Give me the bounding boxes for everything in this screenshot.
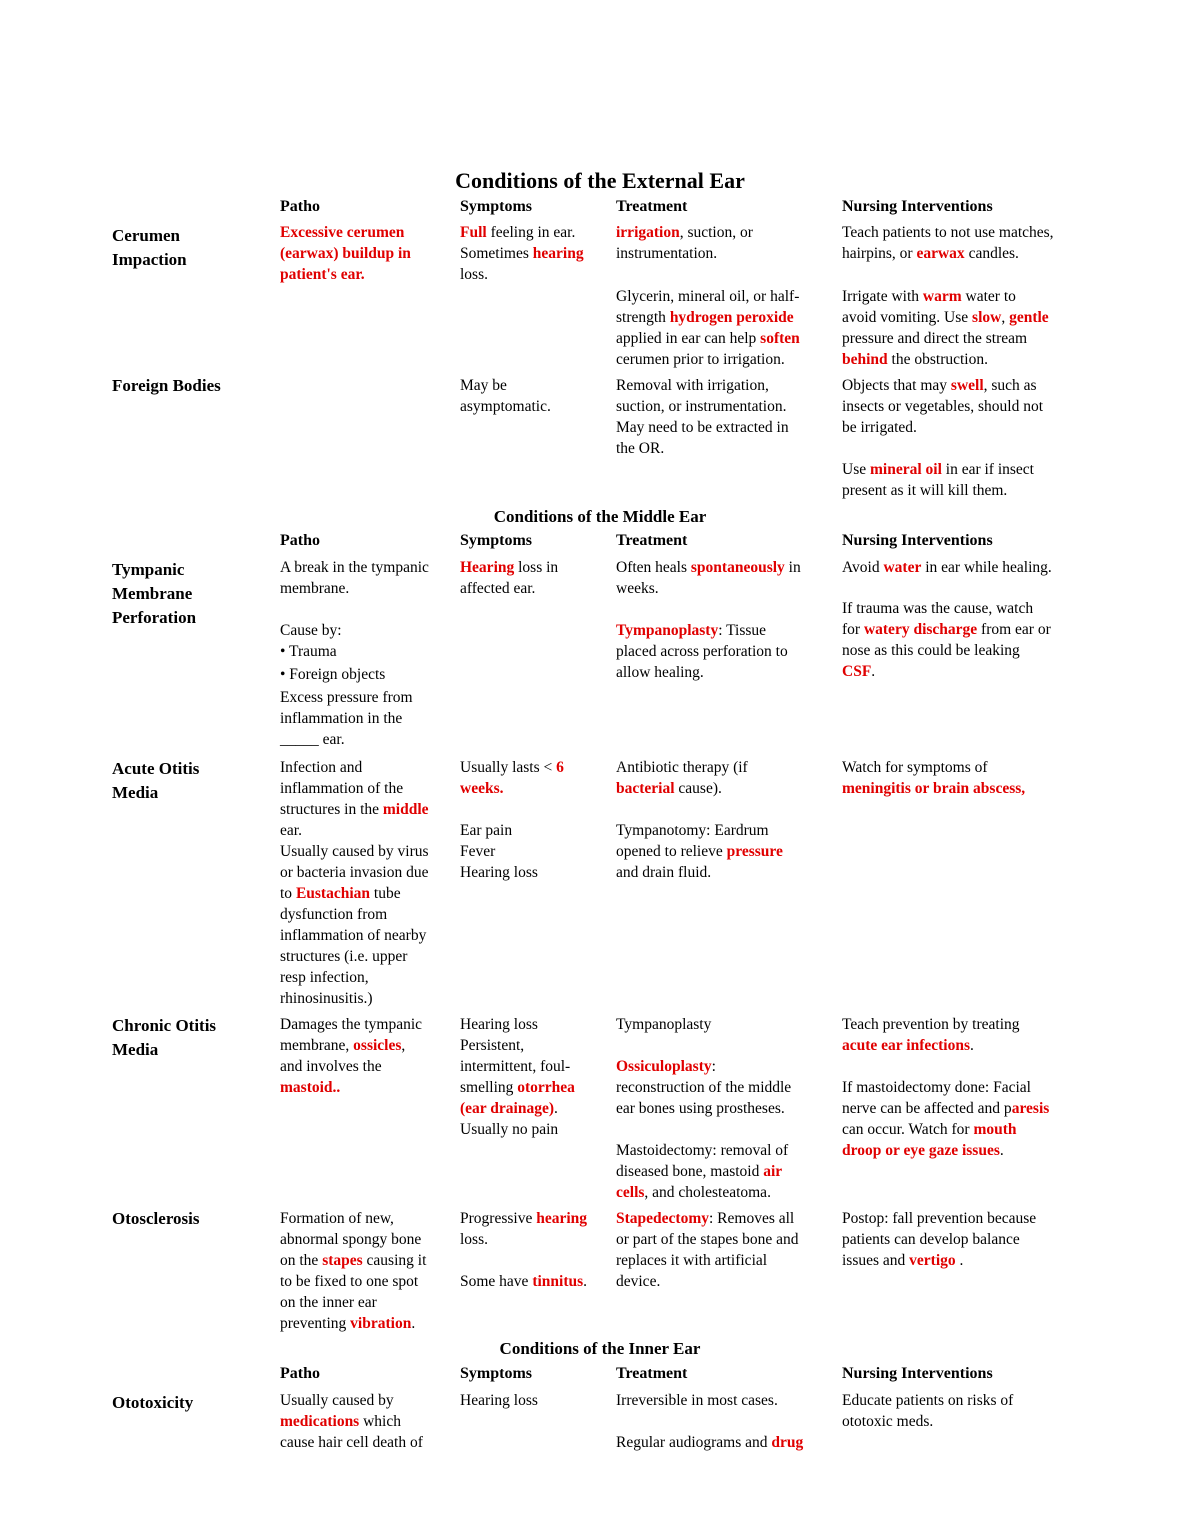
- cell-text: to be fixed to one spot: [280, 1273, 419, 1290]
- header-symptoms: Symptoms: [460, 198, 533, 215]
- cell-text: Watch for symptoms of: [842, 759, 988, 776]
- header-treatment: Treatment: [616, 198, 688, 215]
- chronic-treatment: [616, 1014, 838, 1035]
- chronic-patho: [280, 1014, 456, 1098]
- cerumen-treatment: [616, 222, 838, 264]
- cell-text: the obstruction.: [887, 351, 988, 368]
- cell-text: avoid vomiting. Use: [842, 309, 973, 326]
- cell-text: strength: [616, 309, 670, 326]
- cell-text: Removal with irrigation,: [616, 377, 769, 394]
- cell-text: structures in the: [280, 801, 383, 818]
- highlight-text: slow: [972, 309, 1002, 326]
- cell-text: Formation of new,: [280, 1210, 394, 1227]
- cell-text: Persistent,: [460, 1037, 525, 1054]
- cell-text: Ear pain: [460, 822, 513, 839]
- cell-text: tube: [370, 885, 401, 902]
- cell-text: If trauma was the cause, watch: [842, 600, 1034, 617]
- cell-text: abnormal spongy bone: [280, 1231, 422, 1248]
- condition-name-line: Impaction: [112, 250, 187, 269]
- cell-text: membrane,: [280, 1037, 354, 1054]
- otosclerosis-nursing: [842, 1208, 1092, 1271]
- highlight-text: soften: [760, 330, 800, 347]
- cell-text: inflammation of the: [280, 780, 404, 797]
- cell-text: for: [842, 621, 864, 638]
- cell-text: Glycerin, mineral oil, or half-: [616, 288, 800, 305]
- cell-text: ,: [401, 1037, 406, 1054]
- cell-text: on the: [280, 1252, 323, 1269]
- header-symptoms: Symptoms: [460, 1365, 533, 1382]
- cell-text: Tympanotomy: Eardrum: [616, 822, 769, 839]
- highlight-text: drug: [771, 1434, 804, 1451]
- cerumen-nursing: [842, 222, 1092, 264]
- highlight-text: watery discharge: [863, 621, 978, 638]
- cell-text: allow healing.: [616, 664, 704, 681]
- highlight-text: swell: [950, 377, 984, 394]
- cell-text: replaces it with artificial: [616, 1252, 768, 1269]
- cell-text: Use: [842, 461, 870, 478]
- cell-text: Cause by:: [280, 622, 342, 639]
- cell-text: Avoid: [842, 559, 884, 576]
- highlight-text: Eustachian: [295, 885, 371, 902]
- highlight-text: hearing: [536, 1210, 588, 1227]
- cell-text: .: [955, 1252, 964, 1269]
- highlight-text: (ear drainage): [460, 1100, 554, 1117]
- tympanic-symptoms: [460, 557, 612, 599]
- cell-text: diseased bone, mastoid: [616, 1163, 764, 1180]
- cell-text: .: [970, 1037, 974, 1054]
- highlight-text: medications: [280, 1413, 360, 1430]
- cell-text: present as it will kill them.: [842, 482, 1008, 499]
- highlight-text: hearing: [532, 245, 584, 262]
- cell-text: ,: [1001, 309, 1010, 326]
- foreign-nursing: [842, 375, 1092, 438]
- cell-text: instrumentation.: [616, 245, 718, 262]
- highlight-text: droop or eye gaze issues: [842, 1142, 1000, 1159]
- cell-text: or part of the stapes bone and: [616, 1231, 799, 1248]
- list-item: • Trauma: [280, 643, 337, 660]
- cell-text: Usually lasts <: [460, 759, 557, 776]
- cell-text: Tympanoplasty: [616, 1016, 712, 1033]
- otosclerosis-symptoms-2: [460, 1271, 612, 1292]
- cell-text: .: [553, 1100, 558, 1117]
- highlight-text: Ossiculoplasty: [616, 1058, 712, 1075]
- highlight-text: spontaneously: [690, 559, 785, 576]
- highlight-text: (earwax) buildup in: [280, 245, 411, 262]
- cell-text: .: [411, 1315, 416, 1332]
- cell-text: Excess pressure from: [280, 689, 413, 706]
- cell-text: and drain fluid.: [616, 864, 712, 881]
- cell-text: can occur. Watch for: [842, 1121, 974, 1138]
- highlight-text: ..: [332, 1079, 341, 1096]
- cell-text: resp infection,: [280, 969, 369, 986]
- cell-text: May be: [460, 377, 507, 394]
- highlight-text: Stapedectomy: [616, 1210, 709, 1227]
- cell-text: Often heals: [616, 559, 691, 576]
- acute-nursing: [842, 757, 1092, 799]
- cell-text: Usually caused by: [280, 1392, 394, 1409]
- highlight-text: warm: [922, 288, 962, 305]
- condition-name-line: Media: [112, 1040, 159, 1059]
- chronic-nursing-2: [842, 1077, 1092, 1161]
- cell-text: ototoxic meds.: [842, 1413, 934, 1430]
- header-nursing: Nursing Interventions: [842, 1365, 993, 1382]
- cell-text: Objects that may: [842, 377, 951, 394]
- cell-text: Damages the tympanic: [280, 1016, 423, 1033]
- condition-name-line: Ototoxicity: [112, 1393, 194, 1412]
- condition-tympanic-membrane-perforation: [112, 558, 272, 630]
- cell-text: Educate patients on risks of: [842, 1392, 1014, 1409]
- cell-text: Antibiotic therapy (if: [616, 759, 748, 776]
- highlight-text: mineral oil: [869, 461, 942, 478]
- header-nursing: Nursing Interventions: [842, 198, 993, 215]
- header-patho: Patho: [280, 198, 320, 215]
- cell-text: device.: [616, 1273, 661, 1290]
- cell-text: .: [583, 1273, 588, 1290]
- cell-text: nose as this could be leaking: [842, 642, 1020, 659]
- cell-text: Regular audiograms and: [616, 1434, 772, 1451]
- title-middle-ear: Conditions of the Middle Ear: [493, 507, 707, 526]
- cell-text: the OR.: [616, 440, 665, 457]
- condition-name-line: Membrane: [112, 584, 193, 603]
- cell-text: cerumen prior to irrigation.: [616, 351, 785, 368]
- cell-text: preventing: [280, 1315, 351, 1332]
- highlight-text: Excessive cerumen: [280, 224, 405, 241]
- cell-text: Usually caused by virus: [280, 843, 429, 860]
- highlight-text: weeks.: [460, 780, 504, 797]
- condition-cerumen-impaction: [112, 224, 272, 272]
- cell-text: pressure and direct the stream: [842, 330, 1028, 347]
- cell-text: ear.: [280, 822, 302, 839]
- cell-text: Usually no pain: [460, 1121, 559, 1138]
- title-external-ear: Conditions of the External Ear: [455, 168, 745, 193]
- cell-text: : Removes all: [709, 1210, 795, 1227]
- cell-text: rhinosinusitis.): [280, 990, 373, 1007]
- cell-text: cause).: [674, 780, 722, 797]
- cell-text: Teach prevention by treating: [842, 1016, 1020, 1033]
- cell-text: intermittent, foul-: [460, 1058, 571, 1075]
- highlight-text: tinnitus: [532, 1273, 584, 1290]
- acute-patho: [280, 757, 456, 1009]
- cell-text: or bacteria invasion due: [280, 864, 429, 881]
- acute-symptoms: [460, 757, 612, 799]
- cell-text: membrane.: [280, 580, 350, 597]
- cell-text: structures (i.e. upper: [280, 948, 408, 965]
- otosclerosis-patho: [280, 1208, 456, 1334]
- otosclerosis-symptoms: [460, 1208, 612, 1250]
- chronic-treatment-2: [616, 1056, 838, 1119]
- acute-symptoms-2: [460, 820, 612, 883]
- cell-text: candles.: [964, 245, 1019, 262]
- condition-acute-otitis-media: [112, 757, 272, 805]
- highlight-text: ossicles: [353, 1037, 402, 1054]
- cell-text: which: [359, 1413, 401, 1430]
- highlight-text: cells: [616, 1184, 645, 1201]
- highlight-text: stapes: [322, 1252, 363, 1269]
- cell-text: loss in: [514, 559, 559, 576]
- cell-text: water to: [961, 288, 1016, 305]
- highlight-text: gentle: [1009, 309, 1049, 326]
- title-inner-ear: Conditions of the Inner Ear: [499, 1339, 701, 1358]
- condition-name-line: Tympanic: [112, 560, 185, 579]
- cell-text: applied in ear can help: [616, 330, 761, 347]
- cell-text: Postop: fall prevention because: [842, 1210, 1037, 1227]
- cell-text: cause hair cell death of: [280, 1434, 423, 1451]
- condition-name-line: Chronic Otitis: [112, 1016, 217, 1035]
- cell-text: patients can develop balance: [842, 1231, 1020, 1248]
- cerumen-nursing-2: [842, 286, 1092, 370]
- cell-text: on the inner ear: [280, 1294, 377, 1311]
- highlight-text: middle: [382, 801, 429, 818]
- cell-text: Sometimes: [460, 245, 533, 262]
- highlight-text: meningitis or brain abscess,: [842, 780, 1026, 797]
- cell-text: Some have: [460, 1273, 533, 1290]
- ototoxicity-nursing: [842, 1390, 1092, 1432]
- chronic-nursing: [842, 1014, 1092, 1056]
- cell-text: insects or vegetables, should not: [842, 398, 1044, 415]
- cell-text: , suction, or: [679, 224, 753, 241]
- ototoxicity-patho: [280, 1390, 456, 1453]
- foreign-symptoms: [460, 375, 612, 417]
- header-treatment: Treatment: [616, 1365, 688, 1382]
- cell-text: opened to relieve: [616, 843, 727, 860]
- ototoxicity-treatment-2: [616, 1432, 838, 1453]
- tympanic-treatment: [616, 557, 838, 599]
- cell-text: issues and: [842, 1252, 910, 1269]
- condition-name-line: Media: [112, 783, 159, 802]
- ototoxicity-symptoms: [460, 1390, 612, 1411]
- highlight-text: earwax: [916, 245, 965, 262]
- highlight-text: mastoid: [280, 1079, 333, 1096]
- highlight-text: Full: [460, 224, 487, 241]
- cell-text: Progressive: [460, 1210, 537, 1227]
- cerumen-treatment-2: [616, 286, 838, 370]
- highlight-text: otorrhea: [517, 1079, 575, 1096]
- cell-text: Irreversible in most cases.: [616, 1392, 778, 1409]
- cell-text: .: [999, 1142, 1004, 1159]
- cell-text: loss.: [460, 266, 488, 283]
- cell-text: Irrigate with: [842, 288, 923, 305]
- cell-text: :: [711, 1058, 716, 1075]
- cell-text: May need to be extracted in: [616, 419, 789, 436]
- highlight-text: 6: [556, 759, 564, 776]
- condition-name-line: Foreign Bodies: [112, 376, 221, 395]
- tympanic-patho-causes: [280, 620, 456, 750]
- highlight-text: irrigation: [616, 224, 680, 241]
- cell-text: reconstruction of the middle: [616, 1079, 792, 1096]
- list-item: • Foreign objects: [280, 666, 386, 683]
- cell-text: weeks.: [616, 580, 659, 597]
- highlight-text: vertigo: [909, 1252, 956, 1269]
- condition-name-line: Perforation: [112, 608, 197, 627]
- cell-text: inflammation in the: [280, 710, 403, 727]
- highlight-text: bacterial: [616, 780, 675, 797]
- acute-treatment-2: [616, 820, 838, 883]
- condition-name-line: Cerumen: [112, 226, 180, 245]
- condition-otosclerosis: [112, 1207, 272, 1231]
- cell-text: inflammation of nearby: [280, 927, 427, 944]
- chronic-treatment-3: [616, 1140, 838, 1203]
- highlight-text: mouth: [973, 1121, 1017, 1138]
- highlight-text: patient's ear.: [280, 266, 365, 283]
- cell-text: affected ear.: [460, 580, 536, 597]
- highlight-text: Hearing: [460, 559, 515, 576]
- cell-text: in ear if insect: [941, 461, 1034, 478]
- cell-text: be irrigated.: [842, 419, 917, 436]
- cell-text: : Tissue: [718, 622, 767, 639]
- highlight-text: hydrogen peroxide: [669, 309, 794, 326]
- cell-text: Hearing loss: [460, 1392, 538, 1409]
- highlight-text: water: [883, 559, 922, 576]
- cell-text: Fever: [460, 843, 496, 860]
- highlight-text: vibration: [350, 1315, 412, 1332]
- header-symptoms: Symptoms: [460, 532, 533, 549]
- cell-text: Mastoidectomy: removal of: [616, 1142, 789, 1159]
- chronic-symptoms: [460, 1014, 612, 1140]
- highlight-text: acute ear infections: [842, 1037, 970, 1054]
- cerumen-symptoms: [460, 222, 612, 285]
- header-treatment: Treatment: [616, 532, 688, 549]
- highlight-text: behind: [842, 351, 888, 368]
- cell-text: dysfunction from: [280, 906, 388, 923]
- cell-text: loss.: [460, 1231, 488, 1248]
- condition-foreign-bodies: [112, 374, 272, 398]
- cell-text: , such as: [983, 377, 1037, 394]
- tympanic-nursing-2: [842, 598, 1092, 682]
- highlight-text: aresis: [1011, 1100, 1050, 1117]
- header-nursing: Nursing Interventions: [842, 532, 993, 549]
- acute-treatment: [616, 757, 838, 799]
- cell-text: _____ ear.: [280, 731, 345, 748]
- foreign-treatment: [616, 375, 838, 459]
- cell-text: hairpins, or: [842, 245, 917, 262]
- otosclerosis-treatment: [616, 1208, 838, 1292]
- cell-text: .: [871, 663, 876, 680]
- cell-text: , and cholesteatoma.: [644, 1184, 771, 1201]
- highlight-text: CSF: [842, 663, 872, 680]
- cell-text: asymptomatic.: [460, 398, 551, 415]
- highlight-text: pressure: [726, 843, 783, 860]
- cell-text: Teach patients to not use matches,: [842, 224, 1054, 241]
- cell-text: and involves the: [280, 1058, 382, 1075]
- cell-text: A break in the tympanic: [280, 559, 429, 576]
- header-patho: Patho: [280, 1365, 320, 1382]
- ototoxicity-treatment: [616, 1390, 838, 1411]
- highlight-text: Tympanoplasty: [616, 622, 719, 639]
- cell-text: ear bones using prostheses.: [616, 1100, 785, 1117]
- cell-text: If mastoidectomy done: Facial: [842, 1079, 1031, 1096]
- condition-chronic-otitis-media: [112, 1014, 272, 1062]
- cell-text: Hearing loss: [460, 1016, 538, 1033]
- cerumen-patho: [280, 222, 456, 285]
- condition-ototoxicity: [112, 1391, 272, 1415]
- cell-text: Hearing loss: [460, 864, 538, 881]
- condition-name-line: Otosclerosis: [112, 1209, 200, 1228]
- tympanic-treatment-2: [616, 620, 838, 683]
- cell-text: suction, or instrumentation.: [616, 398, 787, 415]
- cell-text: Infection and: [280, 759, 363, 776]
- cell-text: in ear while healing.: [921, 559, 1052, 576]
- foreign-nursing-2: [842, 459, 1092, 501]
- cell-text: from ear or: [977, 621, 1051, 638]
- condition-name-line: Acute Otitis: [112, 759, 200, 778]
- highlight-text: air: [763, 1163, 783, 1180]
- cell-text: feeling in ear.: [486, 224, 576, 241]
- cell-text: causing it: [362, 1252, 427, 1269]
- cell-text: to: [280, 885, 296, 902]
- cell-text: in: [784, 559, 801, 576]
- cell-text: placed across perforation to: [616, 643, 788, 660]
- cell-text: smelling: [460, 1079, 518, 1096]
- tympanic-nursing: [842, 557, 1092, 578]
- cell-text: nerve can be affected and p: [842, 1100, 1012, 1117]
- header-patho: Patho: [280, 532, 320, 549]
- tympanic-patho: [280, 557, 456, 599]
